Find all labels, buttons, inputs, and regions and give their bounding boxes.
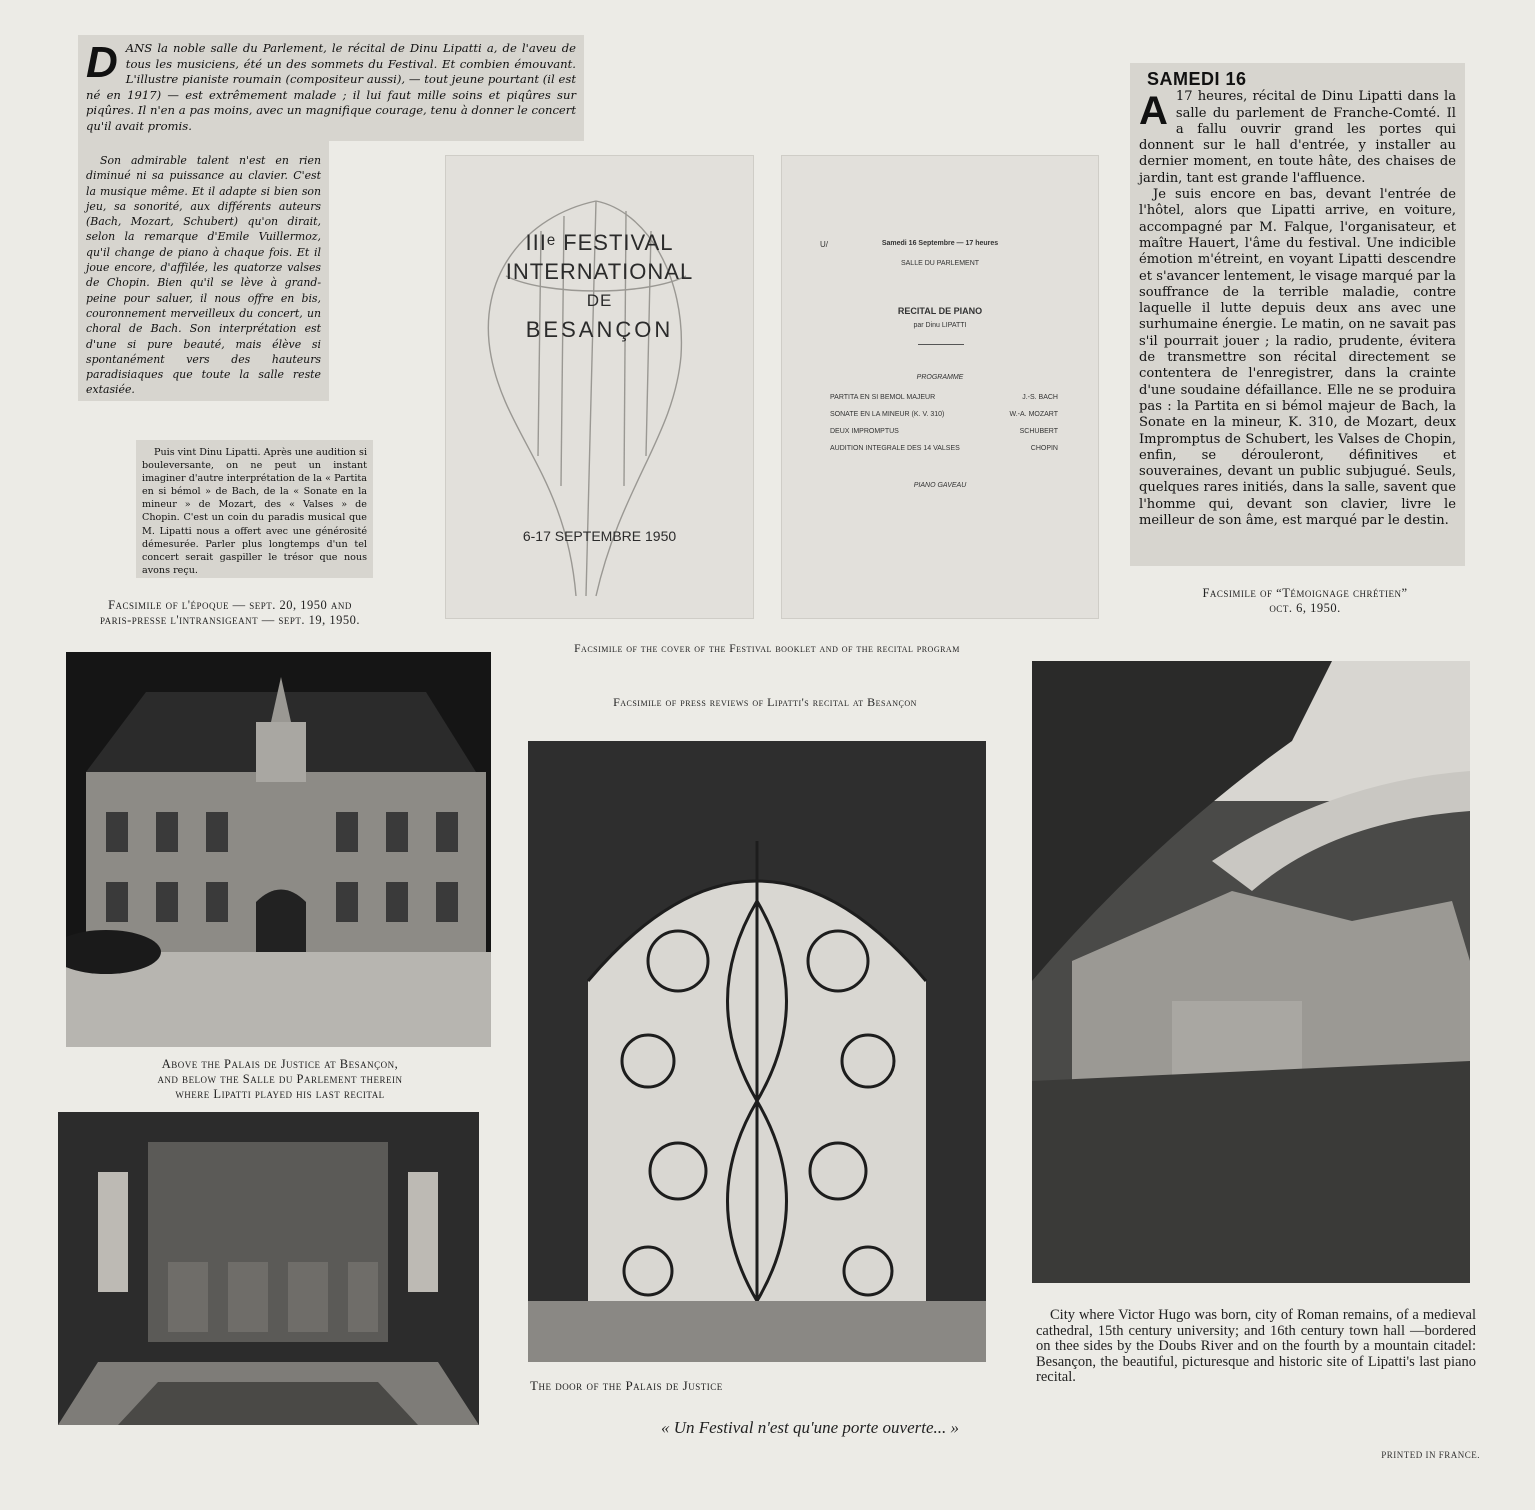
clip-temoignage-p2: Je suis encore en bas, devant l'entrée de l'hôtel, alors que Lipatti arrive, en voiture, accompagné par M. Falque, l'organisateur, et maître Hauert, l'âme du festival. Une indicible émotion m'étreint, en voyant Lipatti descendre et s'avancer lentement, le visage marqué par la souffrance de la terrible maladie, contre laquelle il lutte depuis deux ans avec une surhumaine énergie. Le matin, on ne savait pas s'il pourrait jouer ; la radio, prudente, évitera de transmettre son récital directement se contentera de l'enregistrer, dans la crainte d'une soudaine défaillance. Elle ne se produira pas : la Partita en si bémol majeur de Bach, la Sonate en la mineur, K. 310, de Mozart, deux Impromptus de Schubert, les Valses de Chopin, enfin, se dérouleront, définitives et souveraines, devant un public subjugué. Seuls, quelques rares initiés, dans la salle, savent que l'homme qui, devant son clavier, livre le meilleur de son âme, est marqué par le destin.: [1139, 187, 1456, 529]
program-venue: SALLE DU PARLEMENT: [900, 260, 980, 267]
caption-temoignage-line2: oct. 6, 1950.: [1269, 601, 1341, 615]
caption-lepoque-line1: Facsimile of l'époque — sept. 20, 1950 and: [108, 598, 352, 612]
program-title: RECITAL DE PIANO: [897, 306, 983, 316]
program-item: [830, 428, 1058, 435]
program-item: [830, 411, 1058, 418]
program-item-composer: SCHUBERT: [1019, 428, 1058, 435]
program-item: [830, 394, 1058, 401]
footer-printed: PRINTED IN FRANCE.: [1381, 1450, 1480, 1460]
program-list: [830, 394, 1058, 462]
booklet-dates: 6-17 SEPTEMBRE 1950: [522, 528, 677, 544]
program-heading: PROGRAMME: [916, 374, 964, 381]
program-item-work: PARTITA EN SI BEMOL MAJEUR: [830, 394, 936, 401]
clip-lepoque-headline: ANS la noble salle du Parlement, le récital de Dinu Lipatti a, de l'aveu de tous les musiciens, été un des sommets du Festival. Et combien émouvant. L'illustre pianiste roumain (compositeur aussi), — tout jeune pourtant (il est né en 1917) — est extrêmement malade ; il lui faut mille soins et piqûres sur piqûres. Il n'en a pas moins, avec un magnifique courage, tenu à donner le concert qu'il avait promis.: [86, 41, 576, 133]
clip-lepoque-body: [78, 141, 329, 401]
caption-press: Facsimile of press reviews of Lipatti's recital at Besançon: [613, 695, 917, 709]
program-date: Samedi 16 Septembre — 17 heures: [881, 240, 999, 247]
harp-icon: [446, 156, 753, 618]
photo-palais-de-justice: [66, 652, 491, 1047]
program-item: [830, 445, 1058, 452]
clip-lepoque-header: [78, 35, 584, 141]
iron-gate-image: [528, 741, 986, 1362]
photo-salle-du-parlement: [58, 1112, 479, 1425]
photo-besancon-citadel: [1032, 661, 1470, 1283]
program-item-work: DEUX IMPROMPTUS: [830, 428, 899, 435]
booklet-cover: [446, 156, 753, 618]
citadel-river-image: [1032, 661, 1470, 1283]
program-by: par Dinu LIPATTI: [913, 322, 967, 329]
clip-temoignage-heading: SAMEDI 16: [1147, 69, 1247, 89]
booklet-line1: IIIᵉ FESTIVAL: [525, 230, 674, 255]
caption-temoignage: [1150, 586, 1460, 616]
quote: « Un Festival n'est qu'une porte ouverte... »: [660, 1418, 960, 1437]
parlement-hall-image: [58, 1112, 479, 1425]
photo-palais-door: [528, 741, 986, 1362]
booklet-line4: BESANÇON: [525, 317, 674, 342]
program-number: U/: [820, 240, 828, 249]
booklet-line2: INTERNATIONAL: [505, 259, 694, 284]
caption-palais-line2: and below the Salle du Parlement therein: [157, 1072, 403, 1086]
program-item-composer: J.-S. BACH: [1022, 394, 1058, 401]
city-text: City where Victor Hugo was born, city of Roman remains, of a medieval cathedral, 15th century university; and 16th century town hall —bordered on thee sides by the Doubs River and on the fourth by a mountain citadel: Besançon, the beautiful, picturesque and historic site of Lipatti's last piano recital.: [1036, 1307, 1476, 1385]
program-item-work: SONATE EN LA MINEUR (K. V. 310): [830, 411, 945, 418]
program-item-composer: CHOPIN: [1030, 445, 1058, 452]
program-item-work: AUDITION INTEGRALE DES 14 VALSES: [830, 445, 960, 452]
dropcap-d: D: [86, 38, 118, 87]
caption-booklet: Facsimile of the cover of the Festival booklet and of the recital program: [574, 643, 960, 655]
clip-parispresse: [136, 440, 373, 578]
dropcap-a: A: [1139, 89, 1168, 134]
caption-palais-line3: where Lipatti played his last recital: [175, 1087, 385, 1101]
caption-lepoque-line2: paris-presse l'intransigeant — sept. 19, 1950.: [99, 613, 361, 627]
caption-door: The door of the Palais de Justice: [530, 1378, 723, 1393]
program-item-composer: W.-A. MOZART: [1009, 411, 1058, 418]
caption-lepoque: [60, 598, 400, 628]
program-piano: PIANO GAVEAU: [913, 482, 967, 489]
clip-temoignage-p1: 17 heures, récital de Dinu Lipatti dans la salle du parlement de Franche-Comté. Il a fallu ouvrir grand les portes qui donnent sur le hall d'entrée, y installer au dernier moment, en toute hâte, des chaises de jardin, tant est grande l'affluence.: [1139, 89, 1456, 186]
recital-program: [782, 156, 1098, 618]
palais-building-image: [66, 652, 491, 1047]
caption-palais: [80, 1057, 480, 1102]
clip-parispresse-text: Puis vint Dinu Lipatti. Après une audition si bouleversante, on ne peut un instant imaginer d'autre interprétation de la « Partita en si bémol » de Bach, de la « Sonate en la mineur » de Mozart, des « Valses » de Chopin. C'est un coin du paradis musical que M. Lipatti nous a offert avec une générosité démesurée. Parler plus longtemps d'un tel concert serait gaspiller le trésor que nous avons reçu.: [142, 447, 368, 576]
caption-palais-line1: Above the Palais de Justice at Besançon,: [161, 1057, 399, 1071]
clip-lepoque-body-text: Son admirable talent n'est en rien diminué ni sa puissance au clavier. C'est la musique même. Et il adapte si bien son jeu, sa sonorité, aux différents auteurs (Bach, Mozart, Schubert) qu'on dirait, selon la remarque d'Emile Vuillermoz, qu'il change de piano à chaque fois. Et il joue encore, d'affilée, les quatorze valses de Chopin. Bien qu'il se lève à grand-peine pour saluer, il nous offre en bis, couronnement merveilleux du concert, un choral de Bach. Son interprétation est d'une si pure beauté, mais élève si spontanément vers des hauteurs paradisiaques que toute la salle reste extasiée.: [86, 154, 321, 397]
booklet-line3: DE: [586, 291, 613, 310]
clip-temoignage: [1130, 63, 1465, 566]
caption-temoignage-line1: Facsimile of “Témoignage chrétien”: [1202, 586, 1408, 600]
